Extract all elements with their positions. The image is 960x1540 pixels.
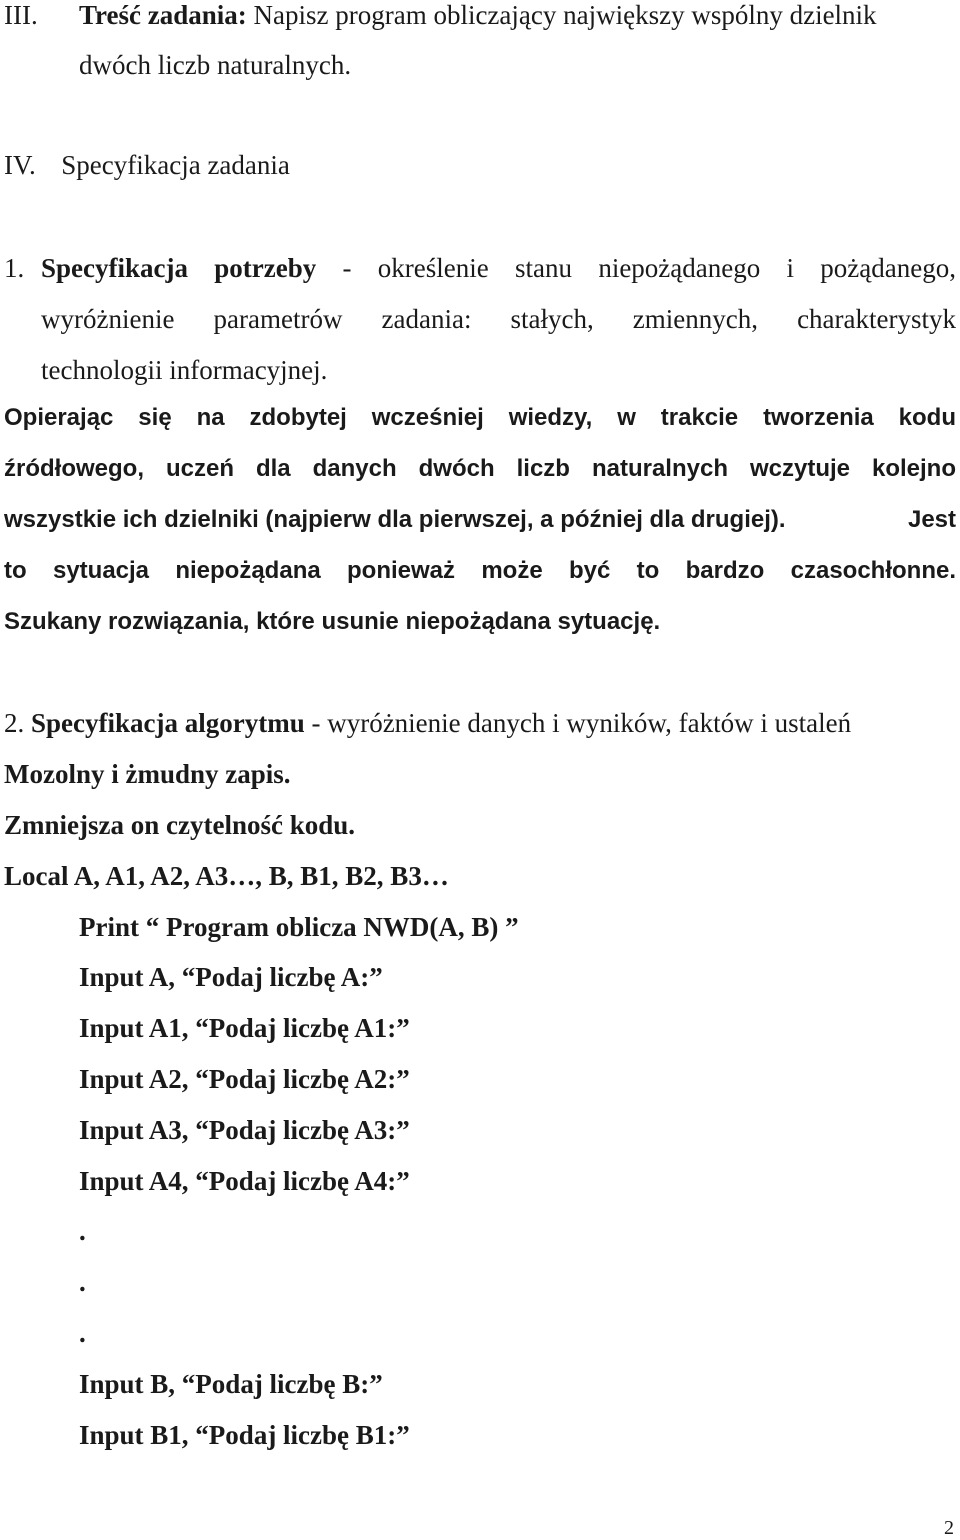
input-statement: Input A4, “Podaj liczbę A4:” (79, 1166, 410, 1196)
input-statement: Input A3, “Podaj liczbę A3:” (79, 1115, 410, 1145)
input-statement: Input A1, “Podaj liczbę A1:” (79, 1013, 410, 1043)
spec-1-line-1 (41, 253, 956, 284)
spec-1-line-2: wyróżnienie parametrów zadania: stałych, zmiennych, charakterystyk (41, 304, 956, 334)
section-4-heading (4, 150, 290, 181)
spec-1-line-3: technologii informacyjnej. (41, 355, 328, 385)
paragraph-line-tail: Jest (901, 506, 956, 533)
section-4-number: IV. (4, 150, 36, 180)
input-statement: Input B, “Podaj liczbę B:” (79, 1369, 383, 1399)
spec-1-number: 1. (4, 253, 25, 283)
section-3-line-1 (79, 0, 877, 31)
paragraph-line: źródłowego, uczeń dla danych dwóch liczb naturalnych wczytuje kolejno (4, 455, 956, 482)
input-statement: Input A2, “Podaj liczbę A2:” (79, 1064, 410, 1094)
section-3-label: Treść zadania: (79, 0, 247, 30)
local-declaration: Local A, A1, A2, A3…, B, B1, B2, B3… (4, 861, 449, 891)
spec-2-line (4, 708, 851, 739)
paragraph-line: to sytuacja niepożądana ponieważ może być to bardzo czasochłonne. (4, 557, 956, 584)
ellipsis-dot: . (79, 1318, 86, 1348)
paragraph-line: Szukany rozwiązania, które usunie niepożądana sytuację. (4, 608, 661, 635)
section-3-text-1: Napisz program obliczający największy wspólny dzielnik (246, 0, 877, 30)
ellipsis-dot: . (79, 1267, 86, 1297)
section-4-title: Specyfikacja zadania (61, 150, 290, 180)
paragraph-line: Opierając się na zdobytej wcześniej wiedzy, w trakcie tworzenia kodu (4, 404, 956, 431)
section-3-line-2: dwóch liczb naturalnych. (79, 50, 352, 80)
spec-2-number: 2. (4, 708, 25, 738)
spec-1-label: Specyfikacja potrzeby (41, 253, 317, 283)
spec-1-text-1: - określenie stanu niepożądanego i pożądanego, (316, 253, 956, 283)
section-3 (0, 0, 960, 90)
page-number: 2 (944, 1517, 954, 1539)
print-statement: Print “ Program oblicza NWD(A, B) ” (79, 912, 519, 942)
input-statement: Input B1, “Podaj liczbę B1:” (79, 1420, 410, 1450)
paragraph-line: wszystkie ich dzielniki (najpierw dla pierwszej, a później dla drugiej). (4, 506, 786, 533)
note-2: Zmniejsza on czytelność kodu. (4, 810, 355, 840)
explanation-paragraph (4, 401, 956, 656)
spec-2-text: - wyróżnienie danych i wyników, faktów i ustaleń (304, 708, 852, 738)
note-1: Mozolny i żmudny zapis. (4, 759, 291, 789)
paragraph-line-3 (4, 503, 956, 554)
spec-2-label: Specyfikacja algorytmu (31, 708, 305, 738)
ellipsis-dot: . (79, 1216, 86, 1246)
input-statement: Input A, “Podaj liczbę A:” (79, 962, 383, 992)
section-3-number: III. (4, 0, 38, 30)
